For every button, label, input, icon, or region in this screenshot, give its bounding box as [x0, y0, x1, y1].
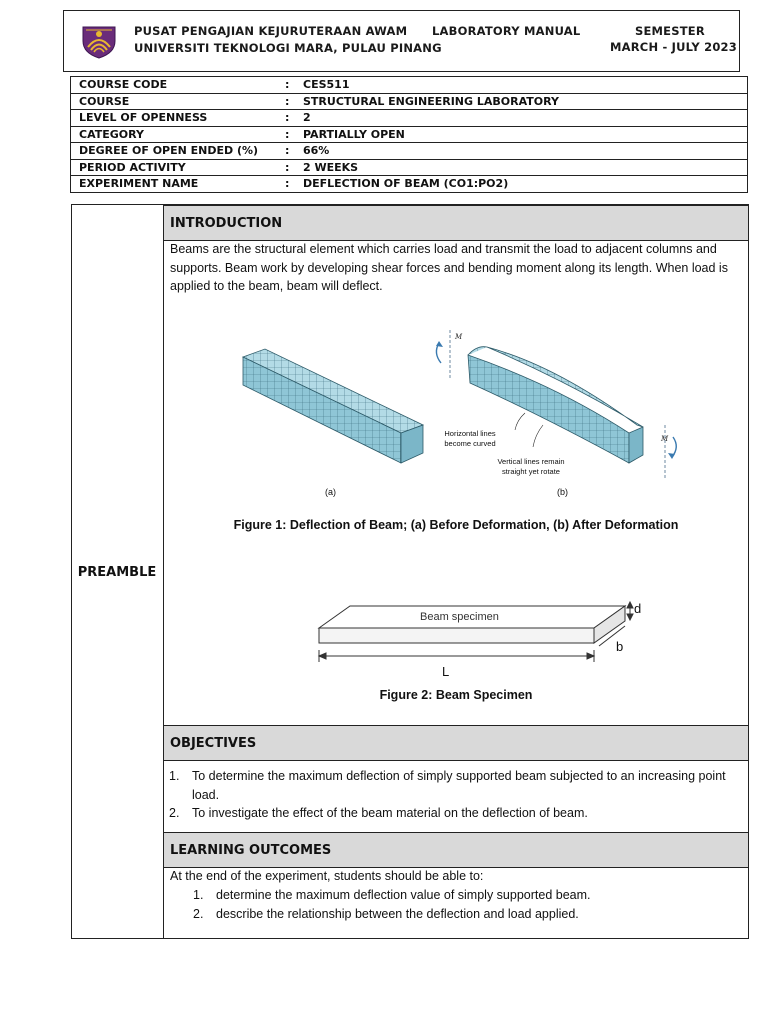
course-info-row	[71, 126, 748, 143]
course-info-value: PARTIALLY OPEN	[297, 126, 748, 143]
introduction-heading	[164, 205, 748, 241]
objective-item	[169, 767, 734, 804]
learning-outcome-item-number: 2.	[193, 906, 204, 921]
course-info-value: CES511	[297, 77, 748, 94]
semester-label: SEMESTER	[635, 24, 705, 38]
course-info-sep: :	[279, 176, 297, 193]
objective-item-number: 2.	[169, 806, 180, 820]
learning-outcomes-list	[193, 886, 738, 923]
preamble-label: PREAMBLE	[77, 565, 157, 580]
figure-2	[310, 598, 650, 680]
semester-value: MARCH - JULY 2023	[610, 40, 737, 54]
doc-type: LABORATORY MANUAL	[432, 24, 581, 38]
objective-item-number: 1.	[169, 769, 180, 783]
course-info-sep: :	[279, 93, 297, 110]
objectives-list	[169, 767, 734, 823]
moment-label-right: M	[661, 435, 669, 443]
moment-label-left: M	[455, 333, 463, 341]
introduction-text: Beams are the structural element which carries load and transmit the load to adjacent columns and supports. Beam work by developing shear forces and bending moment along its length. When load is applied to the beam, beam will deflect.	[170, 242, 728, 293]
course-info-value: STRUCTURAL ENGINEERING LABORATORY	[297, 93, 748, 110]
course-info-label: CATEGORY	[71, 126, 280, 143]
learning-outcomes-title: LEARNING OUTCOMES	[170, 842, 332, 858]
course-info-value: DEFLECTION OF BEAM (CO1:PO2)	[297, 176, 748, 193]
course-info-label: PERIOD ACTIVITY	[71, 159, 280, 176]
introduction-title: INTRODUCTION	[170, 215, 283, 231]
objective-item	[169, 804, 734, 823]
course-info-value: 2 WEEKS	[297, 159, 748, 176]
uitm-crest-icon	[80, 23, 118, 59]
course-info-value: 66%	[297, 143, 748, 160]
course-info-sep: :	[279, 77, 297, 94]
course-info-label: LEVEL OF OPENNESS	[71, 110, 280, 127]
learning-outcomes-intro: At the end of the experiment, students should be able to:	[170, 869, 484, 883]
figure-2-caption: Figure 2: Beam Specimen	[379, 688, 533, 702]
specimen-label: Beam specimen	[420, 611, 499, 623]
course-info-table	[70, 76, 748, 193]
course-info-row	[71, 93, 748, 110]
figure-1-caption: Figure 1: Deflection of Beam; (a) Before Deformation, (b) After Deformation	[233, 518, 679, 532]
course-info-row	[71, 159, 748, 176]
figure-1	[225, 325, 695, 505]
annotation-horizontal: Horizontal lines become curved	[444, 429, 496, 448]
objective-item-text: To investigate the effect of the beam material on the deflection of beam.	[192, 806, 588, 820]
course-info-sep: :	[279, 126, 297, 143]
dimension-b: b	[616, 639, 624, 654]
objective-item-text: To determine the maximum deflection of simply supported beam subjected to an increasing point load.	[192, 769, 726, 802]
learning-outcome-item	[193, 905, 738, 924]
learning-outcome-item-text: describe the relationship between the deflection and load applied.	[216, 906, 579, 921]
learning-outcome-item-text: determine the maximum deflection value of simply supported beam.	[216, 888, 591, 902]
course-info-label: COURSE CODE	[71, 77, 280, 94]
course-info-sep: :	[279, 143, 297, 160]
beam-undeformed-image	[243, 349, 423, 463]
course-info-sep: :	[279, 159, 297, 176]
course-info-label: EXPERIMENT NAME	[71, 176, 280, 193]
figure-1-label-a: (a)	[325, 487, 336, 497]
course-info-row	[71, 77, 748, 94]
course-info-sep: :	[279, 110, 297, 127]
column-divider	[163, 204, 164, 939]
learning-outcome-item-number: 1.	[193, 888, 204, 902]
course-info-row	[71, 176, 748, 193]
annotation-vertical: Vertical lines remain straight yet rotate	[497, 457, 565, 476]
institution-line2: UNIVERSITI TEKNOLOGI MARA, PULAU PINANG	[134, 41, 442, 55]
learning-outcome-item	[193, 886, 738, 905]
objectives-title: OBJECTIVES	[170, 735, 257, 751]
dimension-d: d	[634, 601, 642, 616]
dimension-L: L	[442, 664, 450, 679]
document-header	[63, 10, 740, 72]
learning-outcomes-heading	[164, 832, 748, 868]
course-info-label: COURSE	[71, 93, 280, 110]
institution-line1: PUSAT PENGAJIAN KEJURUTERAAN AWAM	[134, 24, 408, 38]
course-info-row	[71, 143, 748, 160]
figure-1-label-b: (b)	[557, 487, 568, 497]
preamble-box	[71, 204, 749, 939]
objectives-heading	[164, 725, 748, 761]
course-info-row	[71, 110, 748, 127]
course-info-value: 2	[297, 110, 748, 127]
course-info-label: DEGREE OF OPEN ENDED (%)	[71, 143, 280, 160]
